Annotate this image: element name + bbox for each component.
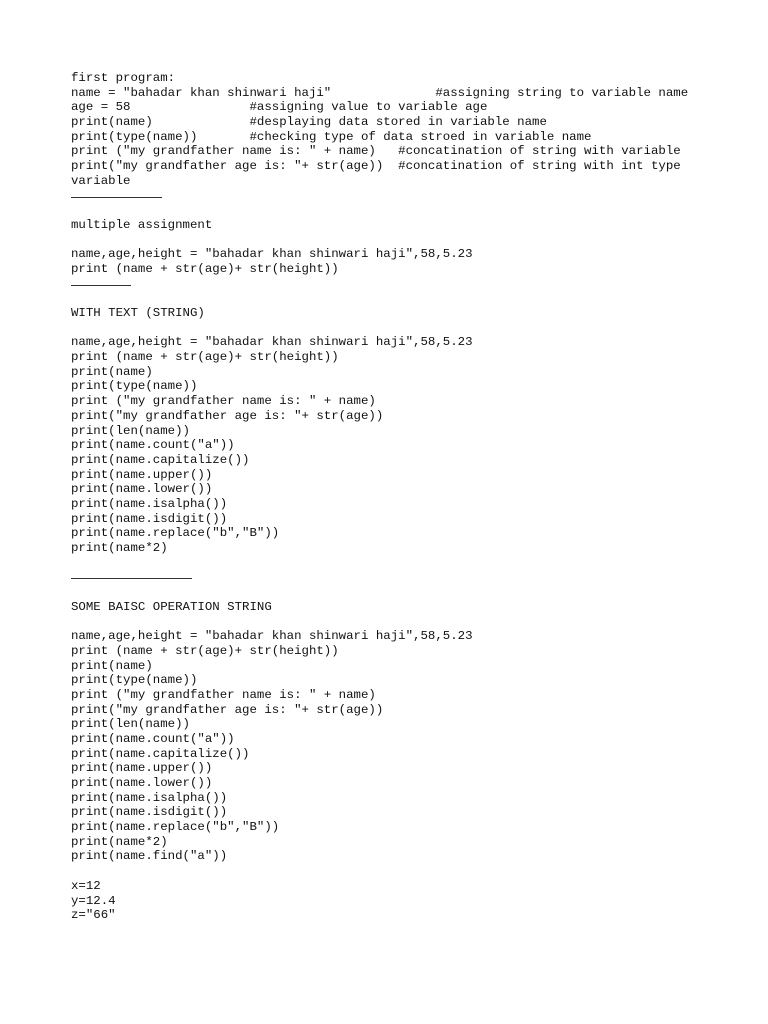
code-line: y=12.4	[71, 893, 116, 908]
blank-line	[71, 233, 731, 248]
separator-rule	[71, 277, 731, 292]
code-line: print(name.replace("b","B"))	[71, 526, 280, 541]
code-line: print("my grandfather age is: "+ str(age))	[71, 702, 384, 717]
code-line: print(name*2)	[71, 834, 168, 849]
code-line: print(name.upper())	[71, 761, 213, 776]
code-line: print(name)	[71, 658, 153, 673]
code-line: variable	[71, 173, 131, 188]
code-line: print(name.replace("b","B"))	[71, 820, 280, 835]
code-line: print(name*2)	[71, 541, 168, 555]
blank-line	[71, 203, 731, 218]
code-line: print(name.isalpha())	[71, 496, 228, 511]
code-line: x=12	[71, 878, 101, 893]
code-line: name,age,height = "bahadar khan shinwari haji",58,5.23	[71, 629, 473, 644]
code-line: print ("my grandfather name is: " + name)	[71, 394, 376, 409]
blank-line	[71, 585, 731, 600]
code-line: print(name)	[71, 364, 153, 379]
blank-line	[71, 321, 731, 336]
blank-line	[71, 291, 731, 306]
code-line: z="66"	[71, 908, 116, 923]
code-line: print ("my grandfather name is: " + name)	[71, 687, 376, 702]
code-line: age = 58 #assigning value to variable age	[71, 100, 488, 115]
section-heading: multiple assignment	[71, 217, 213, 232]
code-line: print("my grandfather age is: "+ str(age))	[71, 408, 384, 423]
code-line: print(name.find("a"))	[71, 849, 228, 864]
code-line: print(name.count("a"))	[71, 438, 235, 453]
code-line: name,age,height = "bahadar khan shinwari haji",58,5.23	[71, 335, 473, 350]
separator-rule	[71, 570, 731, 585]
code-line: name = "bahadar khan shinwari haji" #assigning string to variable name	[71, 85, 689, 100]
separator-rule	[71, 189, 731, 204]
code-line: name,age,height = "bahadar khan shinwari haji",58,5.23	[71, 247, 473, 262]
code-line: print(len(name))	[71, 423, 190, 438]
code-line: print(name.capitalize())	[71, 452, 250, 467]
code-line: print(name.isdigit())	[71, 511, 228, 526]
code-line: print(name.count("a"))	[71, 731, 235, 746]
document-page	[71, 71, 731, 923]
code-line: print(name.isdigit())	[71, 805, 228, 820]
blank-line	[71, 614, 731, 629]
code-line: print ("my grandfather name is: " + name) #concatination of string with variable	[71, 144, 681, 159]
code-line: print("my grandfather age is: "+ str(age)) #concatination of string with int type	[71, 159, 681, 174]
section-heading: SOME BAISC OPERATION STRING	[71, 599, 272, 614]
code-line: print(name) #desplaying data stored in variable name	[71, 115, 547, 130]
code-line: print(type(name))	[71, 379, 198, 394]
code-line: print (name + str(age)+ str(height))	[71, 261, 339, 276]
code-line: print (name + str(age)+ str(height))	[71, 643, 339, 658]
code-line: print(len(name))	[71, 717, 190, 732]
blank-line	[71, 864, 731, 879]
code-line: print(name.upper())	[71, 467, 213, 482]
code-line: print (name + str(age)+ str(height))	[71, 350, 339, 365]
code-line: print(name.isalpha())	[71, 790, 228, 805]
code-line: print(name.lower())	[71, 482, 213, 497]
section-heading: WITH TEXT (STRING)	[71, 306, 205, 320]
code-line: print(type(name)) #checking type of data stroed in variable name	[71, 129, 592, 144]
blank-line	[71, 556, 731, 571]
code-line: print(name.capitalize())	[71, 746, 250, 761]
code-line: print(name.lower())	[71, 776, 213, 790]
code-line: print(type(name))	[71, 673, 198, 688]
section-heading: first program:	[71, 71, 176, 85]
